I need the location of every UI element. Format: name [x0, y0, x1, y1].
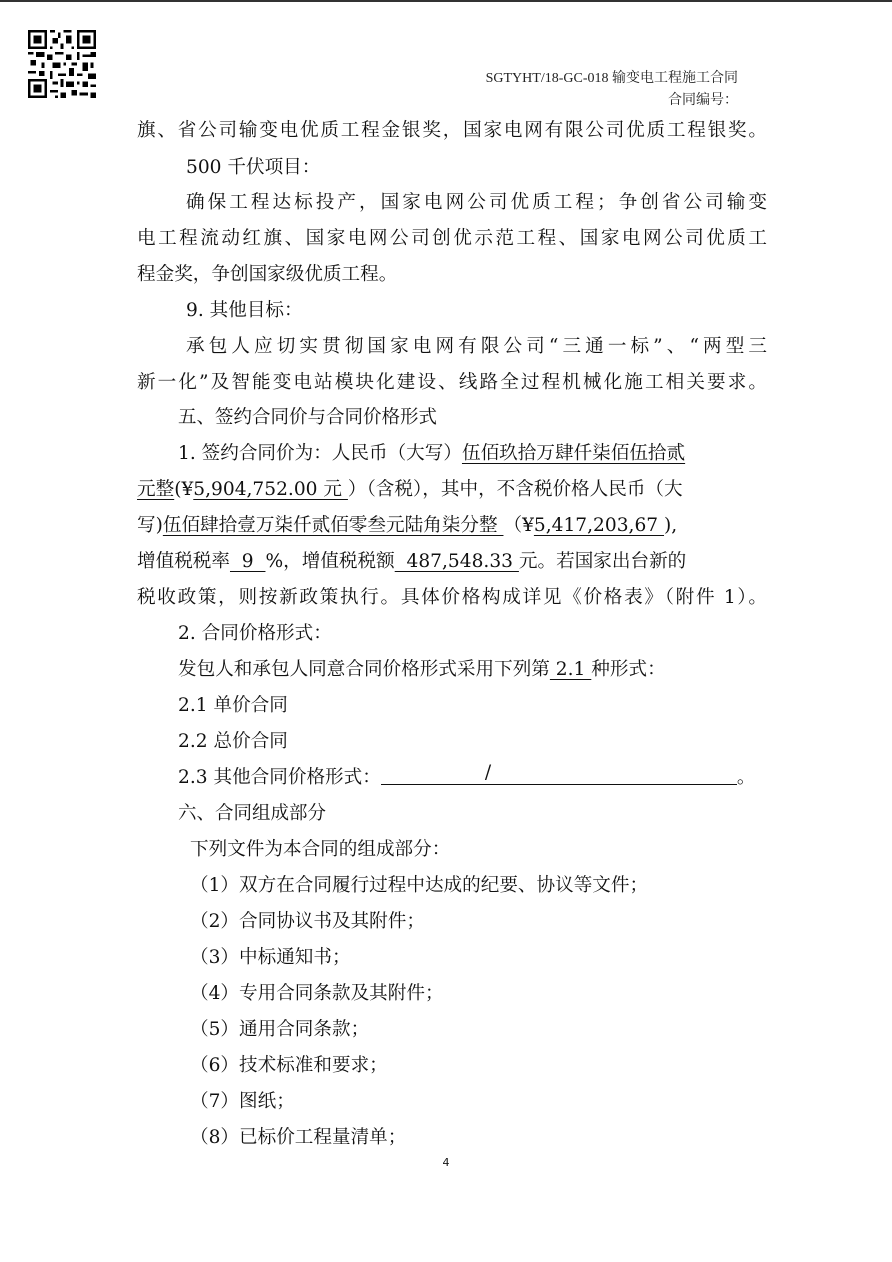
project-500kv-heading: 500 千伏项目：	[186, 157, 321, 178]
vat-amount-label: %，增值税税额	[265, 551, 395, 572]
contract-price-line	[137, 547, 767, 577]
price-form-heading: 2. 合同价格形式：	[178, 623, 332, 644]
contract-price-words: 伍佰玖拾万肆仟柒佰伍拾贰	[461, 443, 686, 464]
contract-number-label: 合同编号：	[668, 93, 738, 108]
paragraph-line: 确保工程达标投产，国家电网公司优质工程；争创省公司输变	[186, 192, 767, 213]
price-form-choice	[178, 655, 808, 685]
qr-code-icon	[28, 30, 96, 98]
text-fragment: ),	[664, 515, 678, 536]
list-item: （6）技术标准和要求；	[190, 1055, 388, 1076]
paragraph-line: 电工程流动红旗、国家电网公司创优示范工程、国家电网公司优质工	[137, 228, 767, 249]
section-6-title: 六、合同组成部分	[178, 803, 327, 824]
paragraph-line: 承包人应切实贯彻国家电网有限公司“三通一标”、“两型三	[186, 336, 767, 357]
pre-tax-price-words: 伍佰肆拾壹万柒仟贰佰零叁元陆角柒分整	[162, 515, 504, 536]
slash-mark: /	[484, 762, 492, 783]
contract-price-amount: 5,904,752.00 元	[193, 479, 348, 500]
list-item: （8）已标价工程量清单；	[190, 1127, 407, 1148]
list-item: （3）中标通知书；	[190, 947, 351, 968]
vat-rate-value: 9	[229, 551, 266, 572]
text-fragment: 元。若国家出台新的	[518, 551, 687, 572]
text-fragment: 。	[736, 767, 756, 788]
list-item: （2）合同协议书及其附件；	[190, 911, 425, 932]
currency-mark: (¥	[174, 479, 194, 500]
contract-price-line	[137, 475, 767, 505]
other-price-option	[178, 763, 768, 793]
price-form-selected: 2.1	[549, 659, 592, 680]
text-fragment: 写)	[137, 515, 163, 536]
tax-included-text: ）（含税），其中，不含税价格人民币（大	[347, 479, 683, 500]
vat-rate-label: 增值税税率	[137, 551, 230, 572]
contract-price-line	[178, 439, 767, 469]
list-item: （4）专用合同条款及其附件；	[190, 983, 444, 1004]
top-border	[0, 0, 892, 2]
contract-price-line	[137, 511, 767, 541]
components-intro: 下列文件为本合同的组成部分：	[190, 839, 451, 860]
paragraph-line: 新一化”及智能变电站模块化建设、线路全过程机械化施工相关要求。	[137, 372, 767, 393]
contract-price-words-end: 元整	[137, 479, 175, 500]
section-5-title: 五、签约合同价与合同价格形式	[178, 407, 438, 428]
paragraph-line: 程金奖，争创国家级优质工程。	[137, 264, 398, 285]
paragraph-line: 税收政策，则按新政策执行。具体价格构成详见《价格表》（附件 1）。	[137, 587, 767, 608]
list-item: （5）通用合同条款；	[190, 1019, 370, 1040]
contract-price-label: 1. 签约合同价为：人民币（大写）	[178, 443, 462, 464]
paragraph-line: 旗、省公司输变电优质工程金银奖，国家电网有限公司优质工程银奖。	[137, 120, 767, 141]
list-item: （1）双方在合同履行过程中达成的纪要、协议等文件；	[190, 875, 649, 896]
total-price-option: 2.2 总价合同	[178, 731, 288, 752]
text-fragment: 发包人和承包人同意合同价格形式采用下列第	[178, 659, 550, 680]
other-goals-heading: 9. 其他目标：	[186, 300, 303, 321]
other-price-label: 2.3 其他合同价格形式：	[178, 767, 381, 788]
text-fragment: 种形式：	[591, 659, 666, 680]
unit-price-option: 2.1 单价合同	[178, 695, 288, 716]
page-number: 4	[442, 1156, 450, 1169]
list-item: （7）图纸；	[190, 1091, 295, 1112]
pre-tax-price-amount: 5,417,203,67	[533, 515, 665, 536]
document-code: SGTYHT/18-GC-018 输变电工程施工合同	[485, 71, 738, 86]
currency-mark: （¥	[503, 515, 534, 536]
vat-amount-value: 487,548.33	[394, 551, 519, 572]
other-price-blank	[381, 764, 737, 785]
